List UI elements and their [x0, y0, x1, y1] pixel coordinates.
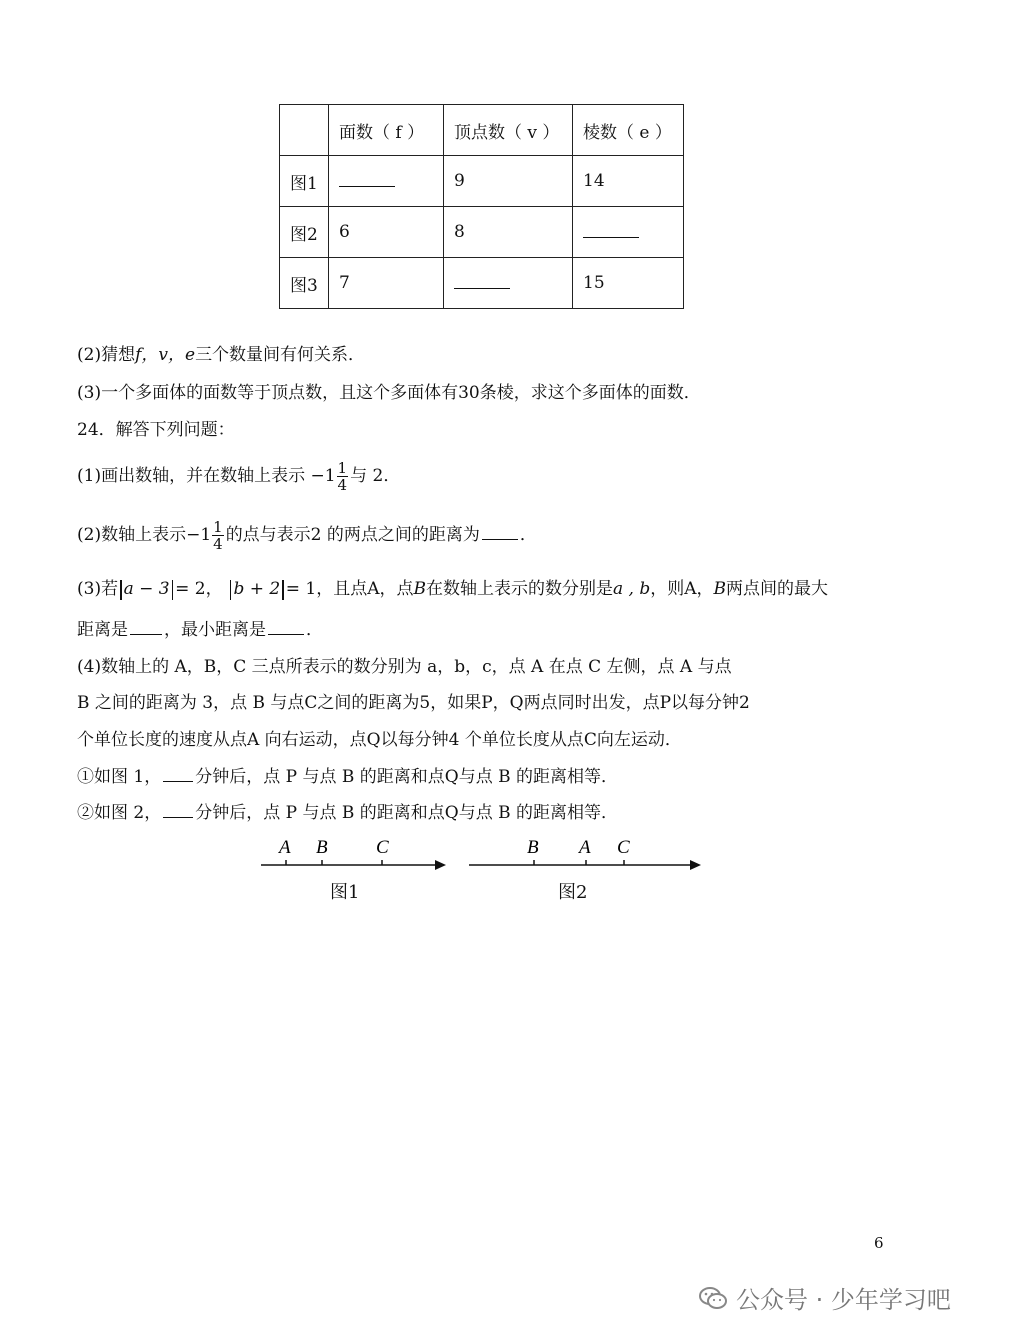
abs-bar — [172, 580, 174, 600]
p3-prefix: (3)若 — [77, 579, 119, 599]
number-line-figure-1 — [258, 832, 450, 878]
arrow-head-icon — [690, 860, 701, 870]
point-label: C — [376, 837, 389, 858]
figure-2-caption: 图2 — [558, 882, 588, 903]
wechat-icon — [698, 1285, 728, 1311]
p1-prefix: (1)画出数轴，并在数轴上表示 −1 — [77, 466, 336, 486]
p3-line2a: 距离是 — [77, 620, 128, 640]
fraction — [337, 460, 349, 493]
fraction-denominator: 4 — [337, 476, 348, 494]
eq-2: = 1，且点A，点 — [285, 579, 414, 599]
row-label: 图3 — [280, 258, 329, 309]
answer-blank — [583, 221, 639, 238]
answer-blank — [454, 272, 510, 289]
point-label: A — [579, 837, 591, 858]
cell-v — [444, 258, 573, 309]
q24-sub-2 — [77, 802, 618, 824]
watermark-text: 公众号 · 少年学习吧 — [736, 1286, 951, 1314]
table-header-cell: 顶点数（ v ） — [444, 105, 573, 156]
point-b-label: B — [713, 579, 726, 599]
question-24-title: 24．解答下列问题： — [77, 420, 235, 440]
table-row — [280, 207, 684, 258]
question-2 — [77, 344, 365, 366]
p3-end: 两点间的最大 — [726, 579, 828, 599]
point-label: B — [316, 837, 328, 858]
point-label: A — [279, 837, 291, 858]
cell-v: 9 — [444, 156, 573, 207]
abs-bar — [282, 580, 284, 600]
p3-tail: ，则A， — [650, 579, 714, 599]
row-label: 图2 — [280, 207, 329, 258]
table-header-cell: 面数（ f ） — [329, 105, 444, 156]
s2-suffix: 分钟后，点 P 与点 B 的距离和点Q与点 B 的距离相等． — [195, 803, 619, 823]
abs-bar — [120, 580, 122, 600]
abs-expression-2: b + 2 — [233, 579, 281, 599]
number-line-figure-2 — [466, 832, 706, 878]
figure-1-caption: 图1 — [330, 882, 360, 903]
abs-bar — [230, 580, 232, 600]
q24-part-4-line-3: 个单位长度的速度从点A 向右运动，点Q以每分钟4 个单位长度从点C向左运动． — [77, 730, 682, 750]
fraction-denominator: 4 — [213, 535, 223, 553]
cell-f: 7 — [329, 258, 444, 309]
fraction — [212, 519, 224, 552]
cell-f: 6 — [329, 207, 444, 258]
q24-part-1 — [77, 458, 400, 494]
q24-part-2 — [77, 517, 537, 553]
table-header-cell — [280, 105, 329, 156]
p3-mid: 在数轴上表示的数分别是 — [425, 579, 613, 599]
point-label: C — [617, 837, 630, 858]
s1-prefix: ①如图 1， — [77, 767, 162, 787]
arrow-head-icon — [435, 860, 446, 870]
cell-v: 8 — [444, 207, 573, 258]
q2-vars: f，v，e — [135, 345, 196, 365]
p3-line2b: ，最小距离是 — [164, 620, 266, 640]
page-number: 6 — [874, 1234, 884, 1252]
q2-suffix: 三个数量间有何关系． — [195, 345, 366, 365]
fraction-numerator: 1 — [213, 518, 223, 536]
fraction-numerator: 1 — [337, 459, 348, 477]
q24-sub-1 — [77, 766, 618, 788]
p2-suffix: 的点与表示2 的两点之间的距离为 — [225, 525, 480, 545]
cell-e: 15 — [573, 258, 684, 309]
point-b-label: B — [413, 579, 426, 599]
answer-blank — [339, 170, 395, 187]
row-label: 图1 — [280, 156, 329, 207]
table-row — [280, 258, 684, 309]
p3-line2c: ． — [306, 620, 323, 640]
answer-blank — [163, 767, 193, 782]
question-3: (3)一个多面体的面数等于顶点数，且这个多面体有30条棱，求这个多面体的面数． — [77, 383, 701, 403]
q2-prefix: (2)猜想 — [77, 345, 136, 365]
answer-blank — [163, 803, 193, 818]
s1-suffix: 分钟后，点 P 与点 B 的距离和点Q与点 B 的距离相等． — [195, 767, 619, 787]
abs-expression-1: a − 3 — [123, 579, 170, 599]
cell-e: 14 — [573, 156, 684, 207]
cell-e — [573, 207, 684, 258]
q24-part-3 — [77, 576, 828, 602]
p1-suffix: 与 2． — [350, 466, 401, 486]
answer-blank — [130, 620, 162, 635]
watermark — [698, 1280, 951, 1315]
s2-prefix: ②如图 2， — [77, 803, 162, 823]
table-header-cell: 棱数（ e ） — [573, 105, 684, 156]
answer-blank — [482, 525, 518, 540]
q24-part-3-line-2 — [77, 619, 323, 641]
answer-blank — [268, 620, 304, 635]
point-label: B — [527, 837, 539, 858]
table-header-row — [280, 105, 684, 156]
p2-end: ． — [519, 525, 537, 545]
q24-part-4-line-1: (4)数轴上的 A，B，C 三点所表示的数分别为 a，b，c，点 A 在点 C 左侧，点 A 与点 — [77, 657, 732, 677]
eq-1: = 2， — [175, 579, 223, 599]
q24-part-4-line-2: B 之间的距离为 3，点 B 与点C之间的距离为5，如果P，Q两点同时出发，点P以每分钟2 — [77, 693, 750, 713]
cell-f — [329, 156, 444, 207]
table-row — [280, 156, 684, 207]
p2-prefix: (2)数轴上表示−1 — [77, 525, 212, 545]
polyhedron-table — [279, 104, 684, 309]
p3-ab: a , b — [612, 579, 651, 599]
